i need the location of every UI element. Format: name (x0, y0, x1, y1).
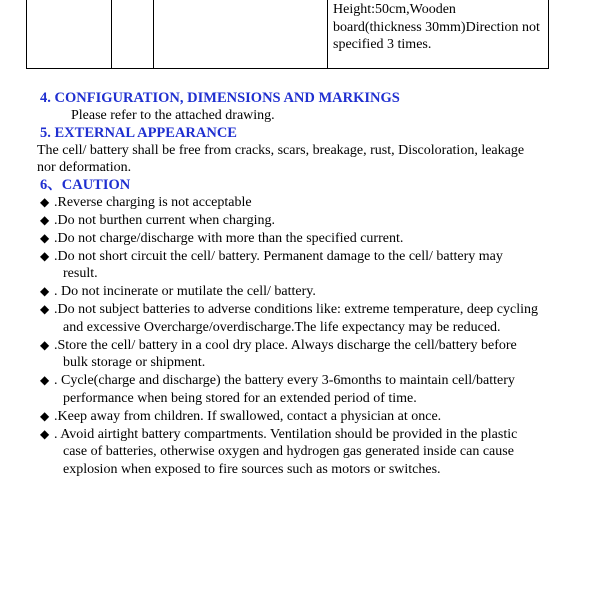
table-cell-test-condition: Height:50cm,Wooden board(thickness 30mm)Direction not specified 3 times. (328, 0, 549, 69)
caution-list (40, 194, 540, 479)
caution-text: . Avoid airtight battery compartments. Ventilation should be provided in the plastic case of batteries, otherwise oxygen and hydrogen gas generated inside can cause explosion when exposed to fire sources such as motors or switches. (54, 426, 518, 477)
table-row (27, 0, 549, 69)
diamond-bullet-icon: ◆ (40, 284, 50, 298)
diamond-bullet-icon: ◆ (40, 194, 50, 209)
spec-table-fragment (26, 0, 549, 69)
list-item (40, 194, 540, 212)
caution-text: .Store the cell/ battery in a cool dry place. Always discharge the cell/battery before bulk storage or shipment. (54, 337, 517, 370)
caution-text: .Do not subject batteries to adverse conditions like: extreme temperature, deep cycling and excessive Overcharge/overdischarge.The life expectancy may be reduced. (54, 302, 538, 335)
table-cell (154, 0, 328, 69)
diamond-bullet-icon: ◆ (40, 373, 50, 387)
diamond-bullet-icon: ◆ (40, 337, 50, 352)
section-5-text: The cell/ battery shall be free from cracks, scars, breakage, rust, Discoloration, leakage nor deformation. (37, 142, 525, 175)
section-4-heading: 4. CONFIGURATION, DIMENSIONS AND MARKINGS (40, 90, 400, 106)
list-item (40, 408, 540, 426)
caution-text: .Do not burthen current when charging. (54, 212, 275, 228)
caution-text: .Reverse charging is not acceptable (54, 194, 252, 210)
table-cell (27, 0, 112, 69)
caution-text: .Do not charge/discharge with more than the specified current. (54, 230, 404, 246)
diamond-bullet-icon: ◆ (40, 212, 50, 227)
list-item (40, 230, 540, 248)
diamond-bullet-icon: ◆ (40, 230, 50, 245)
section-4-text: Please refer to the attached drawing. (71, 108, 275, 123)
list-item (40, 283, 540, 301)
caution-text: . Cycle(charge and discharge) the battery every 3-6months to maintain cell/battery performance when being stored for an extended period of time. (54, 373, 515, 406)
list-item (40, 372, 540, 407)
list-item (40, 301, 540, 336)
diamond-bullet-icon: ◆ (40, 408, 50, 423)
diamond-bullet-icon: ◆ (40, 302, 50, 316)
table-cell (112, 0, 154, 69)
caution-text: . Do not incinerate or mutilate the cell/ battery. (54, 284, 316, 299)
list-item (40, 337, 540, 372)
caution-text: .Keep away from children. If swallowed, contact a physician at once. (54, 408, 442, 424)
diamond-bullet-icon: ◆ (40, 426, 50, 441)
list-item (40, 248, 540, 283)
caution-text: .Do not short circuit the cell/ battery. Permanent damage to the cell/ battery may result. (54, 248, 503, 281)
section-5-heading: 5. EXTERNAL APPEARANCE (40, 124, 237, 141)
document-body (37, 88, 540, 479)
section-6-heading: 6、CAUTION (40, 176, 131, 193)
diamond-bullet-icon: ◆ (40, 248, 50, 263)
list-item (40, 426, 540, 479)
list-item (40, 212, 540, 230)
